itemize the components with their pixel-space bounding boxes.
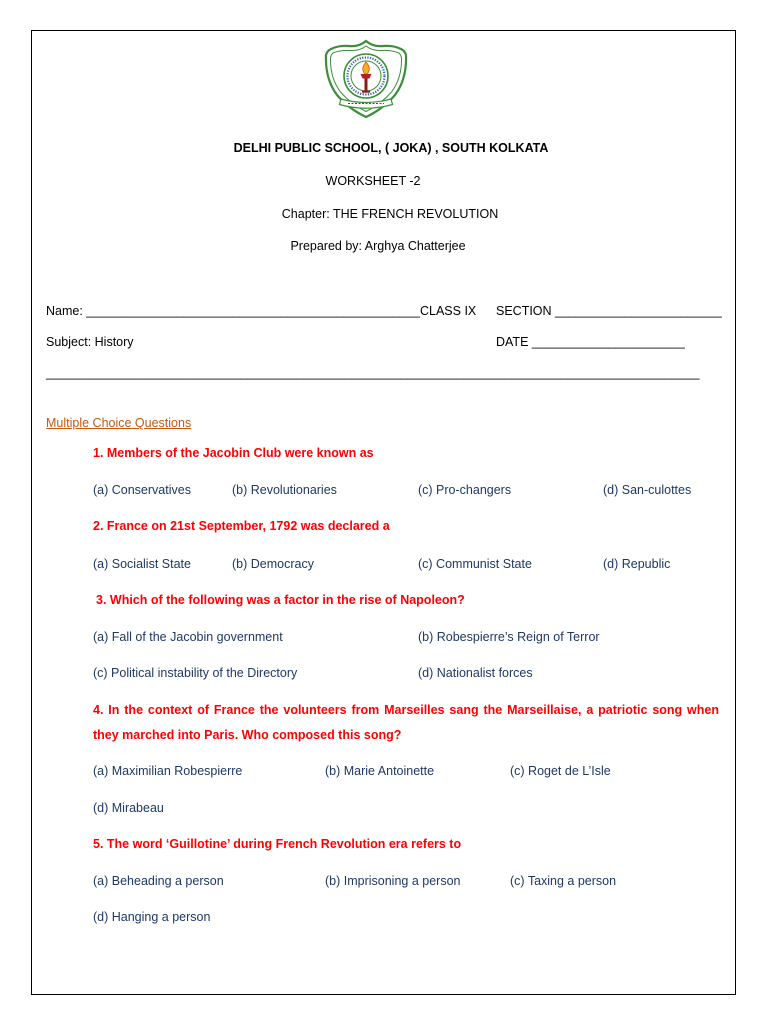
date-field-line: DATE ______________________ (496, 335, 685, 349)
q1-option-a: (a) Conservatives (93, 483, 191, 497)
chapter-title: Chapter: THE FRENCH REVOLUTION (281, 207, 499, 221)
question-5: 5. The word ‘Guillotine’ during French Revolution era refers to (93, 837, 462, 851)
school-crest-icon (321, 39, 411, 119)
q1-option-d: (d) San-culottes (603, 483, 692, 497)
q3-option-a: (a) Fall of the Jacobin government (93, 630, 283, 644)
subject-line: Subject: History (46, 335, 134, 349)
q2-option-c: (c) Communist State (418, 557, 532, 571)
q5-option-c: (c) Taxing a person (510, 874, 617, 888)
q2-option-d: (d) Republic (603, 557, 671, 571)
q3-option-b: (b) Robespierre’s Reign of Terror (418, 630, 600, 644)
prepared-by: Prepared by: Arghya Chatterjee (290, 239, 466, 253)
q4-option-b: (b) Marie Antoinette (325, 764, 435, 778)
q2-option-b: (b) Democracy (232, 557, 314, 571)
q5-option-d: (d) Hanging a person (93, 910, 211, 924)
school-name: DELHI PUBLIC SCHOOL, ( JOKA) , SOUTH KOLKATA (233, 141, 549, 155)
section-title: Multiple Choice Questions (46, 416, 192, 430)
question-2: 2. France on 21st September, 1792 was declared a (93, 519, 390, 533)
q3-option-d: (d) Nationalist forces (418, 666, 533, 680)
q1-option-c: (c) Pro-changers (418, 483, 512, 497)
name-field-line: Name: ________________________________________________CLASS IX (46, 304, 477, 318)
section-field-line: SECTION ________________________ (496, 304, 722, 318)
q4-option-a: (a) Maximilian Robespierre (93, 764, 243, 778)
separator-line: ______________________________________________________________________________________________ (46, 366, 700, 380)
question-3: 3. Which of the following was a factor in the rise of Napoleon? (96, 593, 465, 607)
q5-option-b: (b) Imprisoning a person (325, 874, 461, 888)
question-4: 4. In the context of France the volunteers from Marseilles sang the Marseillaise, a patriotic song when they marched into Paris. Who composed this song? (93, 703, 719, 742)
q4-option-d: (d) Mirabeau (93, 801, 164, 815)
q1-option-b: (b) Revolutionaries (232, 483, 337, 497)
q2-option-a: (a) Socialist State (93, 557, 191, 571)
q3-option-c: (c) Political instability of the Directory (93, 666, 298, 680)
question-1: 1. Members of the Jacobin Club were known as (93, 446, 374, 460)
q4-option-c: (c) Roget de L’Isle (510, 764, 611, 778)
q5-option-a: (a) Beheading a person (93, 874, 224, 888)
worksheet-number: WORKSHEET -2 (325, 174, 421, 188)
